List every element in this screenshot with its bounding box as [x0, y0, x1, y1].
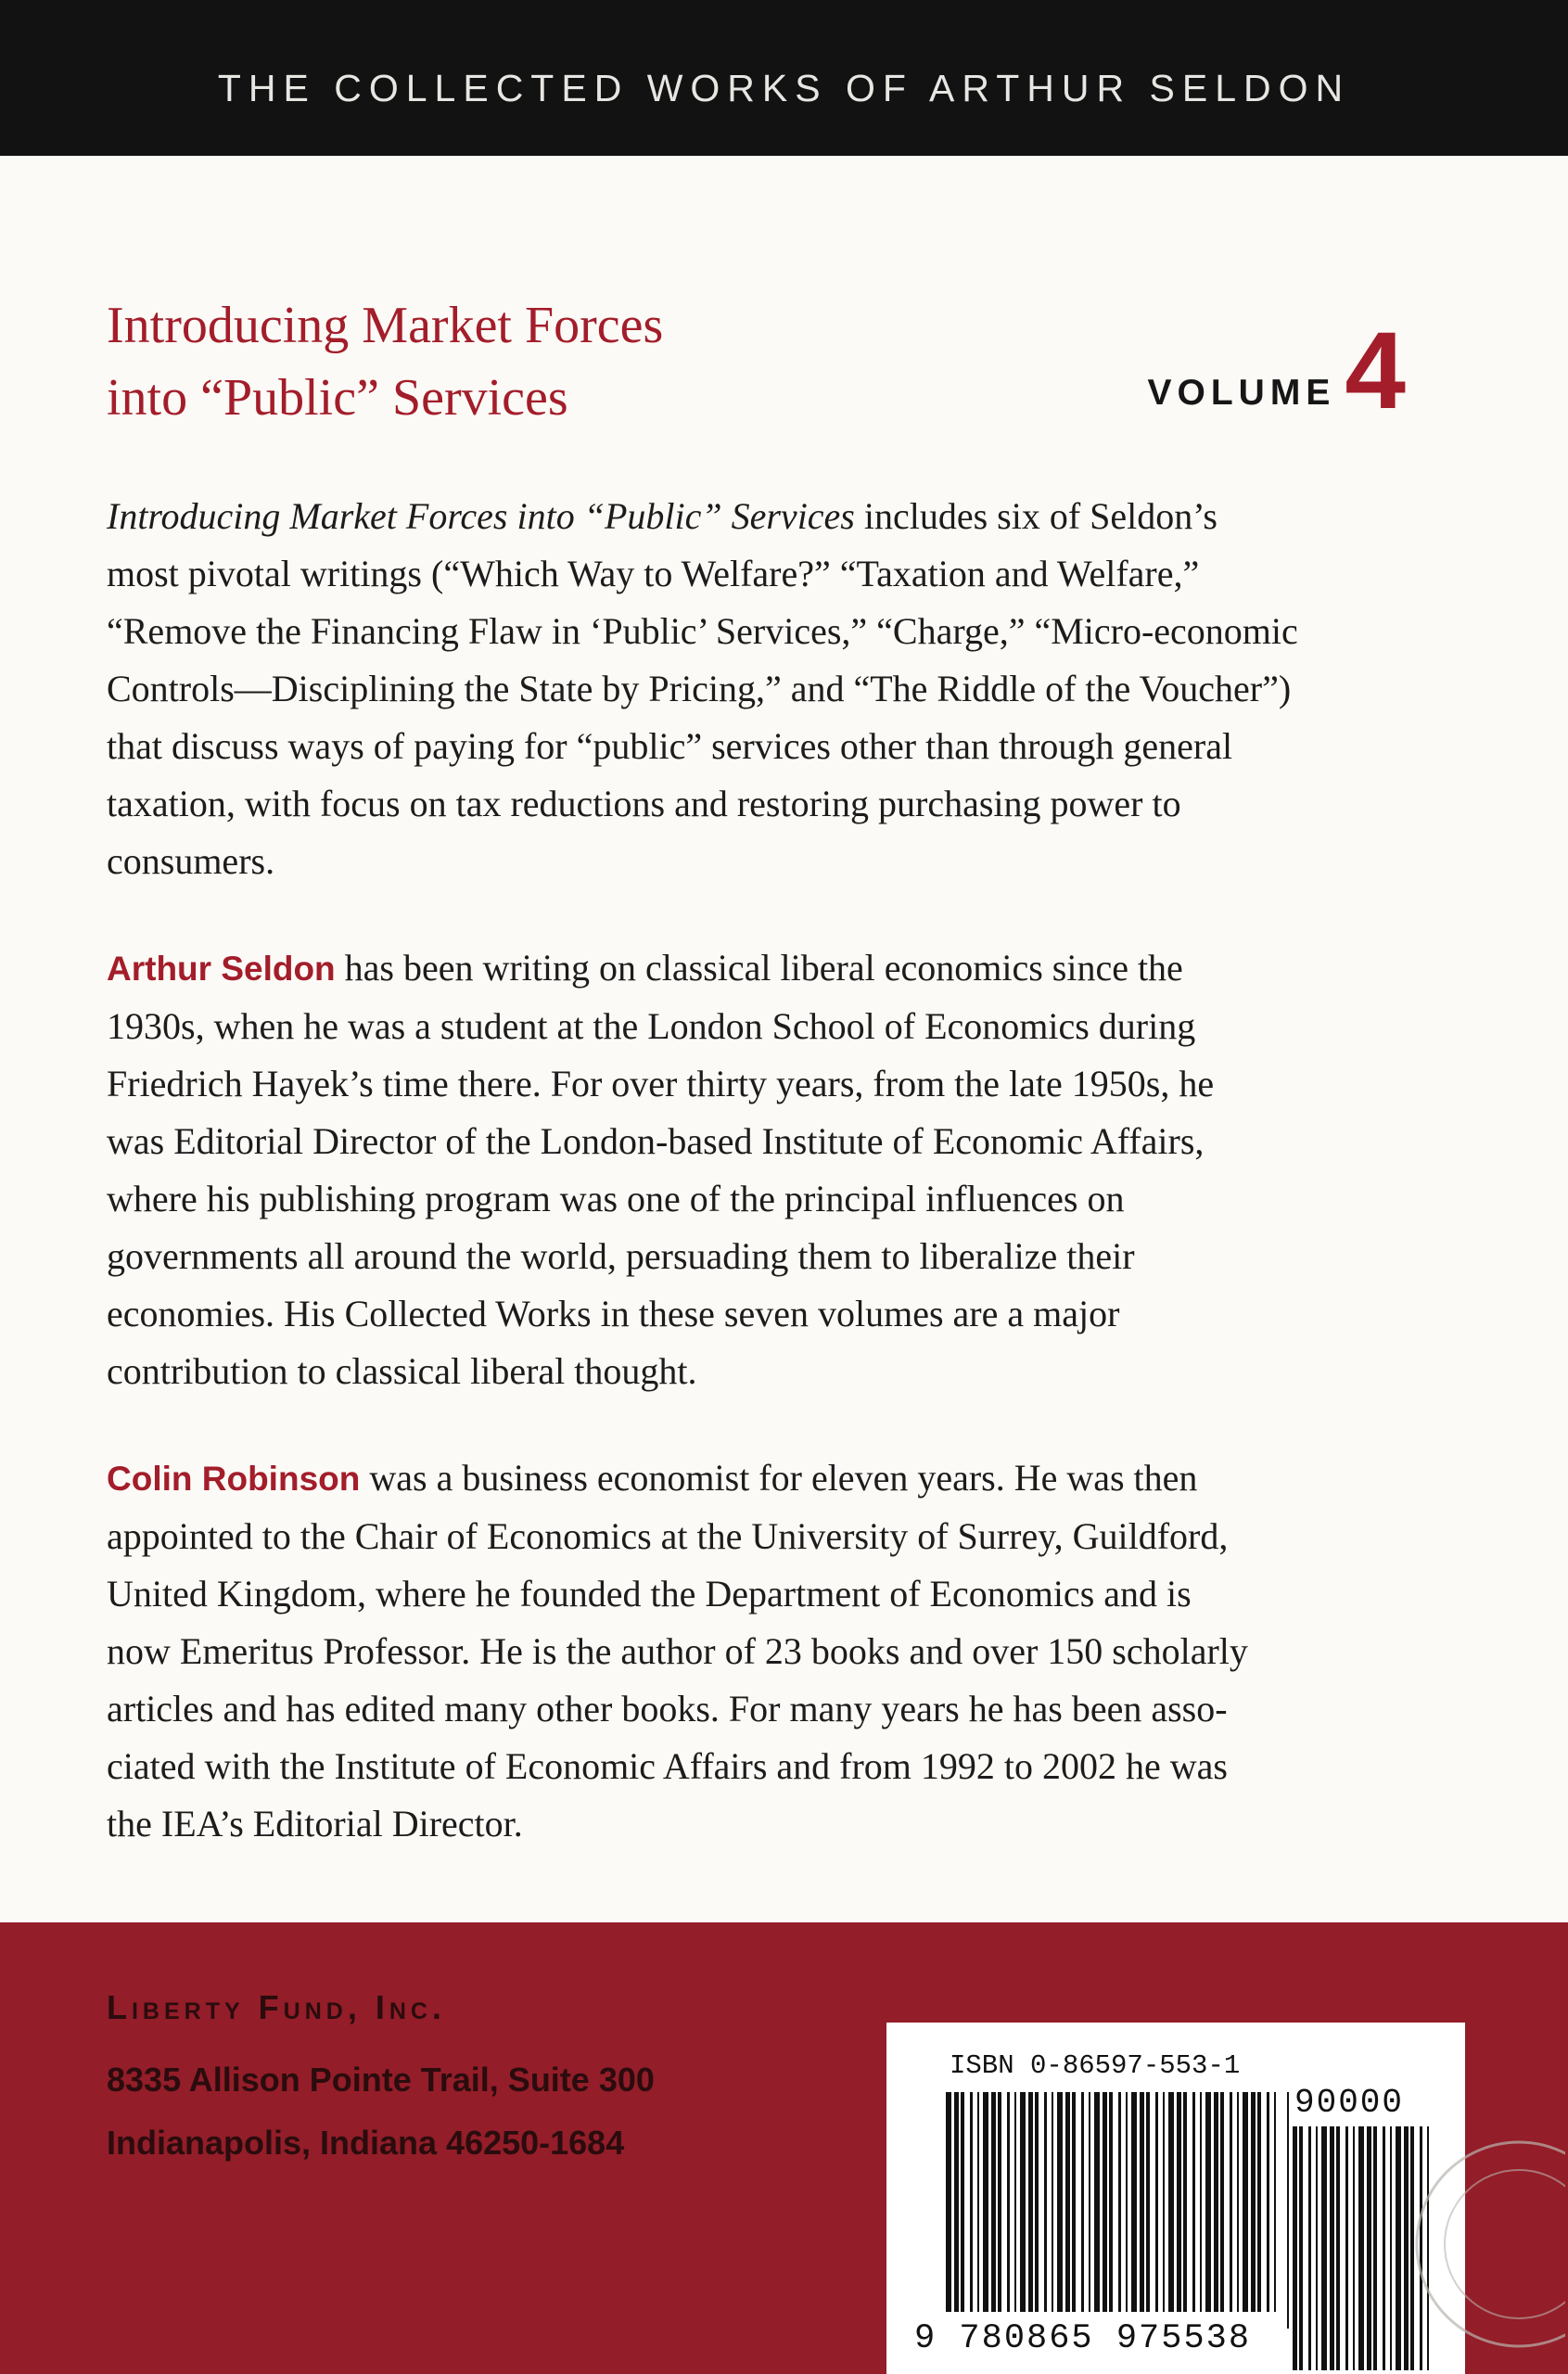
- watermark-stamp-icon: [1398, 2114, 1565, 2374]
- editor-bio-line: appointed to the Chair of Economics at the University of Surrey, Guildford,: [107, 1515, 1229, 1557]
- editor-bio-line: ciated with the Institute of Economic Affairs and from 1992 to 2002 he was: [107, 1745, 1228, 1787]
- barcode-bar: [1205, 2092, 1211, 2312]
- series-header-band: [0, 0, 1568, 156]
- editor-bio: [107, 1449, 1442, 1853]
- barcode-bar: [1020, 2092, 1026, 2312]
- editor-bio-line: United Kingdom, where he founded the Department of Economics and is: [107, 1573, 1192, 1615]
- barcode-bar: [970, 2092, 973, 2312]
- barcode-bar: [961, 2092, 964, 2312]
- book-title-line: into “Public” Services: [107, 369, 568, 427]
- barcode-bar: [1052, 2092, 1053, 2312]
- barcode-bar: [1103, 2092, 1107, 2312]
- barcode-bar: [1140, 2092, 1144, 2312]
- barcode-bar: [1230, 2092, 1232, 2312]
- barcode-bar: [1214, 2092, 1218, 2312]
- barcode-bar: [1118, 2092, 1121, 2312]
- barcode-bar: [1044, 2092, 1047, 2312]
- author-bio-line: economies. His Collected Works in these seven volumes are a major: [107, 1293, 1120, 1334]
- editor-bio-line: now Emeritus Professor. He is the author of 23 books and over 150 scholarly: [107, 1630, 1248, 1672]
- author-bio-line: Friedrich Hayek’s time there. For over thirty years, from the late 1950s, he: [107, 1063, 1215, 1104]
- barcode-bar: [991, 2092, 996, 2312]
- publisher-block: [107, 1985, 655, 2166]
- barcode-bar: [1243, 2092, 1248, 2312]
- description-line: [107, 488, 1442, 545]
- barcode-bar: [1146, 2092, 1150, 2312]
- barcode-bar: [1373, 2126, 1377, 2370]
- barcode-bar: [1287, 2092, 1289, 2329]
- barcode-bar: [1220, 2092, 1224, 2312]
- barcode-bar: [1089, 2092, 1090, 2312]
- editor-name: Colin Robinson: [107, 1460, 361, 1498]
- barcode-bar: [1168, 2092, 1174, 2312]
- volume-number: 4: [1345, 310, 1406, 432]
- barcode-bar: [1131, 2092, 1137, 2312]
- barcode-bar: [1267, 2092, 1269, 2312]
- description-line: most pivotal writings (“Which Way to Welfare?” “Taxation and Welfare,”: [107, 553, 1200, 594]
- description-book-title: Introducing Market Forces into “Public” Services: [107, 495, 855, 537]
- volume-marker: [1147, 310, 1406, 432]
- publisher-name: Liberty Fund, Inc.: [107, 1988, 446, 2026]
- barcode-bar: [1336, 2126, 1340, 2370]
- description-line: “Remove the Financing Flaw in ‘Public’ Services,” “Charge,” “Micro-economic: [107, 610, 1298, 652]
- barcode-bar: [1251, 2092, 1256, 2312]
- book-title-line: Introducing Market Forces: [107, 297, 664, 354]
- barcode-bar: [1345, 2126, 1348, 2370]
- barcode-bar: [1200, 2092, 1202, 2312]
- editor-bio-line: the IEA’s Editorial Director.: [107, 1803, 523, 1844]
- barcode-bar: [983, 2092, 988, 2312]
- barcode-bar: [1028, 2092, 1033, 2312]
- author-bio-line: governments all around the world, persuading them to liberalize their: [107, 1235, 1135, 1277]
- author-bio: [107, 939, 1442, 1400]
- series-title: THE COLLECTED WORKS OF ARTHUR SELDON: [217, 67, 1351, 109]
- barcode-bar: [1192, 2092, 1195, 2312]
- barcode-bar: [1081, 2092, 1084, 2312]
- barcode-bar: [1155, 2092, 1158, 2312]
- barcode-bar: [1316, 2126, 1318, 2370]
- author-bio-line: contribution to classical liberal thought.: [107, 1350, 697, 1392]
- barcode-bar: [1353, 2126, 1355, 2370]
- barcode-bar: [1237, 2092, 1239, 2312]
- barcode-bar: [946, 2092, 951, 2312]
- barcode-bar: [1183, 2092, 1187, 2312]
- barcode-bar: [1257, 2092, 1261, 2312]
- barcode-bar: [1321, 2126, 1327, 2370]
- barcode-bar: [1367, 2126, 1371, 2370]
- barcode-bar: [954, 2092, 959, 2312]
- barcode-bar: [1274, 2092, 1276, 2312]
- barcode-bar: [1299, 2126, 1303, 2370]
- barcode-bar: [1177, 2092, 1181, 2312]
- barcode-bar: [1057, 2092, 1063, 2312]
- editor-bio-line: [107, 1449, 1442, 1508]
- author-bio-line: where his publishing program was one of the principal influences on: [107, 1178, 1125, 1219]
- author-bio-line: 1930s, when he was a student at the London School of Economics during: [107, 1005, 1196, 1047]
- barcode-bar: [1035, 2092, 1039, 2312]
- publisher-address-line: Indianapolis, Indiana 46250-1684: [107, 2124, 625, 2162]
- barcode-bar: [1308, 2126, 1311, 2370]
- author-bio-text: has been writing on classical liberal economics since the: [335, 947, 1183, 989]
- barcode-bar: [1330, 2126, 1334, 2370]
- barcode-bar: [1293, 2126, 1297, 2370]
- book-description: [107, 488, 1442, 890]
- barcode-bar: [1390, 2126, 1392, 2370]
- description-text: includes six of Seldon’s: [854, 495, 1217, 537]
- barcode-bar: [1109, 2092, 1113, 2312]
- publisher-address-line: 8335 Allison Pointe Trail, Suite 300: [107, 2061, 655, 2099]
- barcode-bar: [1126, 2092, 1128, 2312]
- barcode-bar: [1072, 2092, 1076, 2312]
- barcode-bar: [977, 2092, 979, 2312]
- author-bio-line: [107, 939, 1442, 998]
- barcode-bar: [1383, 2126, 1385, 2370]
- ean-number: 9 780865 975538: [914, 2319, 1252, 2358]
- author-bio-line: was Editorial Director of the London-based Institute of Economic Affairs,: [107, 1120, 1205, 1162]
- barcode-bar: [998, 2092, 1001, 2312]
- isbn-number: ISBN 0-86597-553-1: [950, 2050, 1241, 2081]
- barcode-bar: [1163, 2092, 1165, 2312]
- price-code: 90000: [1294, 2084, 1405, 2122]
- description-line: taxation, with focus on tax reductions and restoring purchasing power to: [107, 783, 1181, 824]
- volume-label: VOLUME: [1147, 373, 1336, 413]
- barcode-bar: [1007, 2092, 1010, 2312]
- editor-bio-line: articles and has edited many other books. For many years he has been asso-: [107, 1688, 1228, 1729]
- barcode-bar: [1358, 2126, 1364, 2370]
- barcode-bar: [1094, 2092, 1100, 2312]
- barcode-label: [886, 2023, 1465, 2374]
- barcode-bar: [1014, 2092, 1016, 2312]
- barcode-bar: [1065, 2092, 1070, 2312]
- description-line: Controls—Disciplining the State by Pricing,” and “The Riddle of the Voucher”): [107, 668, 1292, 709]
- editor-bio-text: was a business economist for eleven years. He was then: [360, 1457, 1198, 1499]
- description-line: consumers.: [107, 840, 275, 882]
- description-line: that discuss ways of paying for “public” services other than through general: [107, 725, 1233, 767]
- author-name: Arthur Seldon: [107, 950, 336, 988]
- book-title: [107, 289, 663, 434]
